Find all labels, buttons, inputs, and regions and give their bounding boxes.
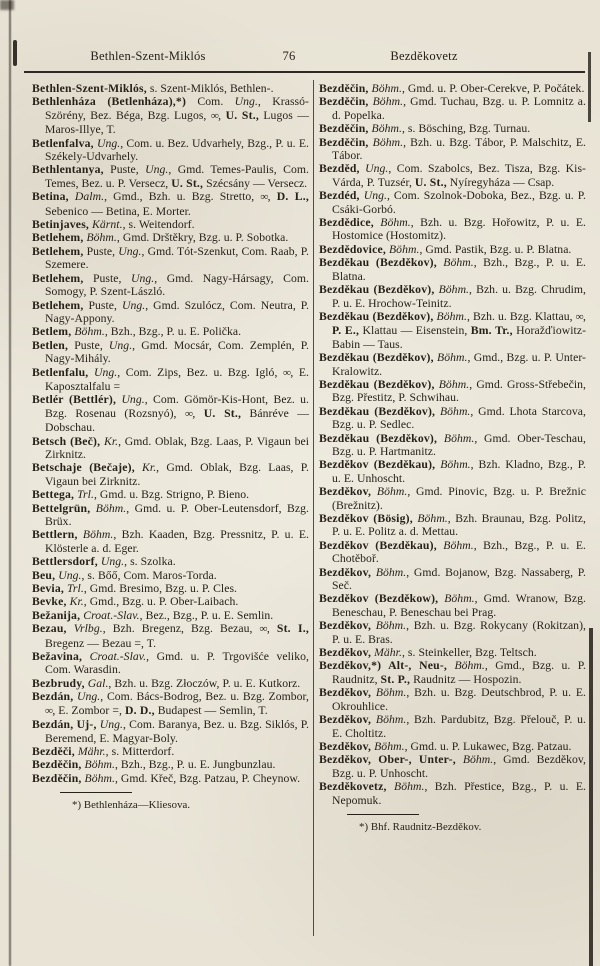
- gazetteer-entry: Bezdán, Ung., Com. Bács-Bodrog, Bez. u. Bzg. Zombor, ∞, E. Zombor =, D. D., Budapest — Semlin, T.: [32, 690, 309, 717]
- gazetteer-entry: Bezděči, Mähr., s. Mitterdorf.: [32, 744, 175, 758]
- gazetteer-entry: Bezau, Vrlbg., Bzh. Bregenz, Bzg. Bezau, ∞, St. I., Bregenz — Bezau =, T.: [32, 622, 309, 650]
- posthorn-icon: ∞: [282, 366, 291, 379]
- gazetteer-entry: Bezděkau (Bezděkov), Böhm., Bzh. u. Bzg. Chrudim, P. u. E. Hrochow-Teinitz.: [319, 283, 586, 310]
- scan-mark-top-left: [13, 40, 17, 66]
- footnote-rule-right: [347, 814, 419, 815]
- footnote-left: *) Bethlenháza—Kliesova.: [72, 799, 191, 812]
- gazetteer-entry: Bezděkov, Böhm., Bzh. u. Bzg. Deutschbrod, P. u. E. Okrouhlice.: [319, 686, 586, 713]
- gazetteer-entry: Bezděkov (Bezděkow), Böhm., Gmd. Wranow, Bzg. Beneschau, P. Beneschau bei Prag.: [319, 592, 586, 619]
- gazetteer-entry: Betinjaves, Kärnt., s. Weitendorf.: [32, 218, 195, 232]
- posthorn-icon: ∞: [45, 704, 53, 717]
- gazetteer-entry: Betsch (Beč), Kr., Gmd. Oblak, Bzg. Laas, P. Vigaun bei Zirknitz.: [32, 434, 309, 461]
- gazetteer-entry: Bezděčin, Böhm., Gmd. Tuchau, Bzg. u. P. Lomnitz a. d. Popelka.: [319, 95, 586, 122]
- column-divider: [313, 80, 314, 936]
- gazetteer-entry: Bezbrudy, Gal., Bzh. u. Bzg. Złoczów, P. u. E. Kutkorz.: [32, 676, 301, 690]
- scan-edge-right-mark: [588, 52, 591, 122]
- gazetteer-entry: Bezděkov, Ober-, Unter-, Böhm., Gmd. Bezděkov, Bzg. u. P. Unhoscht.: [319, 753, 586, 780]
- right-column: [319, 82, 586, 834]
- gazetteer-entry: Bettelgrün, Böhm., Gmd. u. P. Ober-Leutensdorf, Bzg. Brüx.: [32, 501, 309, 528]
- gazetteer-entry: Betlehem, Puste, Ung., Gmd. Szulócz, Com. Neutra, P. Nagy-Appony.: [32, 298, 310, 325]
- gazetteer-entry: Bezděkau (Bezděkov), Böhm., Gmd. Lhota Starcova, Bzg. u. P. Sedlec.: [319, 404, 586, 432]
- gazetteer-entry: Betina, Dalm., Gmd., Bzh. u. Bzg. Stretto, ∞, D. L., Sebenico — Betina, E. Morter.: [32, 190, 309, 218]
- posthorn-icon: ∞: [575, 310, 584, 323]
- gazetteer-entry: Bezděčin, Böhm., s. Bösching, Bzg. Turnau.: [319, 122, 531, 136]
- gazetteer-entry: Bezděkau (Bezděkov), Böhm., Gmd., Bzg. u. P. Unter-Kralowitz.: [319, 351, 586, 378]
- gazetteer-entry: Bezděkov, Böhm., Gmd. Pinovic, Bzg. u. P. Brežnic (Brežnitz).: [319, 485, 586, 512]
- running-head-right: Bezděkovetz: [390, 49, 458, 63]
- gazetteer-entry: Bethlentanya, Puste, Ung., Gmd. Temes-Paulis, Com. Temes, Bez. u. P. Versecz, U. St., Szécsány — Versecz.: [32, 163, 309, 190]
- gazetteer-entry: Betlehem, Puste, Ung., Gmd. Nagy-Hársagy, Com. Somogy, P. Szent-László.: [32, 271, 309, 299]
- page-number: 76: [282, 49, 296, 63]
- posthorn-icon: ∞: [259, 623, 267, 636]
- gazetteer-entry: Bezděkau (Bezděkov), Böhm., Bzh., Bzg., P. u. E. Blatna.: [319, 256, 586, 283]
- gazetteer-entry: Bezděkov, Böhm., Bzh. Pardubitz, Bzg. Přelouč, P. u. E. Choltitz.: [319, 713, 586, 740]
- gazetteer-entry: Bezděkov (Bezděkau), Böhm., Bzh., Bzg., P. u. E. Chotěboř.: [319, 538, 586, 566]
- left-column: [32, 82, 309, 812]
- gazetteer-entry: Bezděkov, Böhm., Gmd. u. P. Lukawec, Bzg. Patzau.: [319, 739, 572, 753]
- running-head-left: Bethlen-Szent-Miklós: [90, 49, 206, 63]
- gazetteer-entry: Bettlern, Böhm., Bzh. Kaaden, Bzg. Pressnitz, P. u. E. Klösterle a. d. Eger.: [32, 528, 309, 555]
- gazetteer-entry: Bezděkovetz, Böhm., Bzh. Přestice, Bzg., P. u. E. Nepomuk.: [319, 780, 586, 807]
- gazetteer-entry: Bezděčin, Böhm., Bzh., Bzg., P. u. E. Jungbunzlau.: [32, 758, 276, 772]
- gazetteer-entry: Bezděkov (Bezděkau), Böhm., Bzh. Kladno, Bzg., P. u. E. Unhoscht.: [319, 458, 587, 485]
- gazetteer-entry: Bettlersdorf, Ung., s. Szolka.: [32, 555, 176, 569]
- posthorn-icon: ∞: [260, 191, 268, 204]
- gazetteer-entry: Bezděkov,*) Alt-, Neu-, Böhm., Gmd., Bzg. u. P. Raudnitz, St. P., Raudnitz — Hospozin.: [319, 659, 586, 686]
- gazetteer-entry: Betlenfalu, Ung., Com. Zips, Bez. u. Bzg. Igló, ∞, E. Kaposztalfalu =: [32, 365, 309, 393]
- gazetteer-entry: Bezděkau (Bezděkov), Böhm., Bzh. u. Bzg. Klattau, ∞, P. E., Klattau — Eisenstein, Bm. Tr., Horažďiowitz-Babin — Taus.: [319, 309, 587, 351]
- header-rule: [24, 71, 585, 73]
- gazetteer-entry: Betschaje (Bečaje), Kr., Gmd. Oblak, Bzg. Laas, P. Vigaun bei Zirknitz.: [32, 461, 309, 488]
- gazetteer-entry: Bevke, Kr., Gmd., Bzg. u. P. Ober-Laibach.: [32, 595, 239, 609]
- scan-smudge-top: [0, 0, 14, 10]
- gazetteer-entry: Bettega, Trl., Gmd. u. Bzg. Strigno, P. Bieno.: [32, 488, 250, 502]
- gazetteer-entry: Bethlenháza (Betlenháza),*) Com. Ung., Krassó-Szörény, Bez. Béga, Bzg. Lugos, ∞, U. St., Lugos — Maros-Illye, T.: [32, 95, 309, 137]
- gazetteer-entry: Bezděkov, Böhm., Gmd. Bojanow, Bzg. Nassaberg, P. Seč.: [319, 565, 586, 593]
- gazetteer-entry: Bezdědice, Böhm., Bzh. u. Bzg. Hořowitz, P. u. E. Hostomice (Hostomitz).: [319, 216, 586, 243]
- gazetteer-entry: Bezděkau (Bezděkov), Böhm., Gmd. Gross-Střebečin, Bzg. Přestitz, P. Schwihau.: [319, 377, 586, 405]
- gazetteer-entry: Bezděd, Ung., Com. Szabolcs, Bez. Tisza, Bzg. Kis-Várda, P. Tuzsér, U. St., Nyíregyháza — Csap.: [319, 162, 586, 189]
- gazetteer-entry: Bezděčin, Böhm., Gmd. u. P. Ober-Cerekve, P. Počátek.: [319, 82, 585, 95]
- footnote-right: *) Bhf. Raudnitz-Bezděkov.: [359, 821, 482, 834]
- gazetteer-entry: Bezdéd, Ung., Com. Szolnok-Doboka, Bez., Bzg. u. P. Csáki-Gorbó.: [319, 189, 586, 216]
- gazetteer-entry: Bevia, Trl., Gmd. Bresimo, Bzg. u. P. Cles.: [32, 582, 238, 596]
- left-column-entries: [32, 82, 309, 785]
- gazetteer-entry: Bezděčin, Böhm., Gmd. Křeč, Bzg. Patzau, P. Cheynow.: [32, 771, 301, 785]
- gazetteer-entry: Betlem, Böhm., Bzh., Bzg., P. u. E. Polička.: [32, 325, 242, 339]
- gazetteer-entry: Beu, Ung., s. Bőő, Com. Maros-Torda.: [32, 568, 217, 582]
- gazetteer-entry: Bežanija, Croat.-Slav., Bez., Bzg., P. u. E. Semlin.: [32, 608, 274, 622]
- scan-edge-left-line: [9, 0, 11, 966]
- posthorn-icon: ∞: [210, 109, 219, 122]
- gazetteer-entry: Betlen, Puste, Ung., Gmd. Mocsár, Com. Zemplén, P. Nagy-Mihály.: [32, 338, 309, 366]
- posthorn-icon: ∞: [184, 407, 193, 420]
- gazetteer-entry: Bežavina, Croat.-Slav., Gmd. u. P. Trgovišće veliko, Com. Warasdin.: [32, 650, 309, 677]
- footnote-rule-left: [60, 792, 132, 793]
- right-column-entries: [319, 82, 586, 807]
- gazetteer-entry: Bethlen-Szent-Miklós, s. Szent-Miklós, Bethlen-.: [32, 82, 274, 95]
- gazetteer-entry: Betlér (Bettlér), Ung., Com. Gömör-Kis-Hont, Bez. u. Bzg. Rosenau (Rozsnyó), ∞, U. St., Bánréve — Dobschau.: [32, 393, 310, 435]
- gazetteer-entry: Bezděkov, Böhm., Bzh. u. Bzg. Rokycany (Rokitzan), P. u. E. Bras.: [319, 619, 586, 646]
- gazetteer-entry: Bezděkov (Bösig), Böhm., Bzh. Braunau, Bzg. Politz, P. u. E. Politz a. d. Mettau.: [319, 512, 587, 539]
- gazetteer-entry: Betlenfalva, Ung., Com. u. Bez. Udvarhely, Bzg., P. u. E. Székely-Udvarhely.: [32, 136, 309, 164]
- gazetteer-entry: Betlehem, Böhm., Gmd. Drštěkry, Bzg. u. P. Sobotka.: [32, 231, 289, 245]
- gazetteer-entry: Bezděkau (Bezděkov), Böhm., Gmd. Ober-Teschau, Bzg. u. P. Hartmanitz.: [319, 431, 586, 458]
- gazetteer-entry: Bezdědovice, Böhm., Gmd. Pastik, Bzg. u. P. Blatna.: [319, 242, 572, 256]
- gazetteer-entry: Bezděčin, Böhm., Bzh. u. Bzg. Tábor, P. Malschitz, E. Tábor.: [319, 135, 586, 163]
- gazetteer-entry: Bezděkov, Mähr., s. Steinkeller, Bzg. Teltsch.: [319, 646, 537, 660]
- gazetteer-entry: Bezdán, Uj-, Ung., Com. Baranya, Bez. u. Bzg. Siklós, P. Beremend, E. Magyar-Boly.: [32, 718, 309, 745]
- gazetteer-entry: Betlehem, Puste, Ung., Gmd. Tót-Szenkut, Com. Raab, P. Szemere.: [32, 244, 309, 272]
- scan-edge-right-line: [589, 628, 593, 966]
